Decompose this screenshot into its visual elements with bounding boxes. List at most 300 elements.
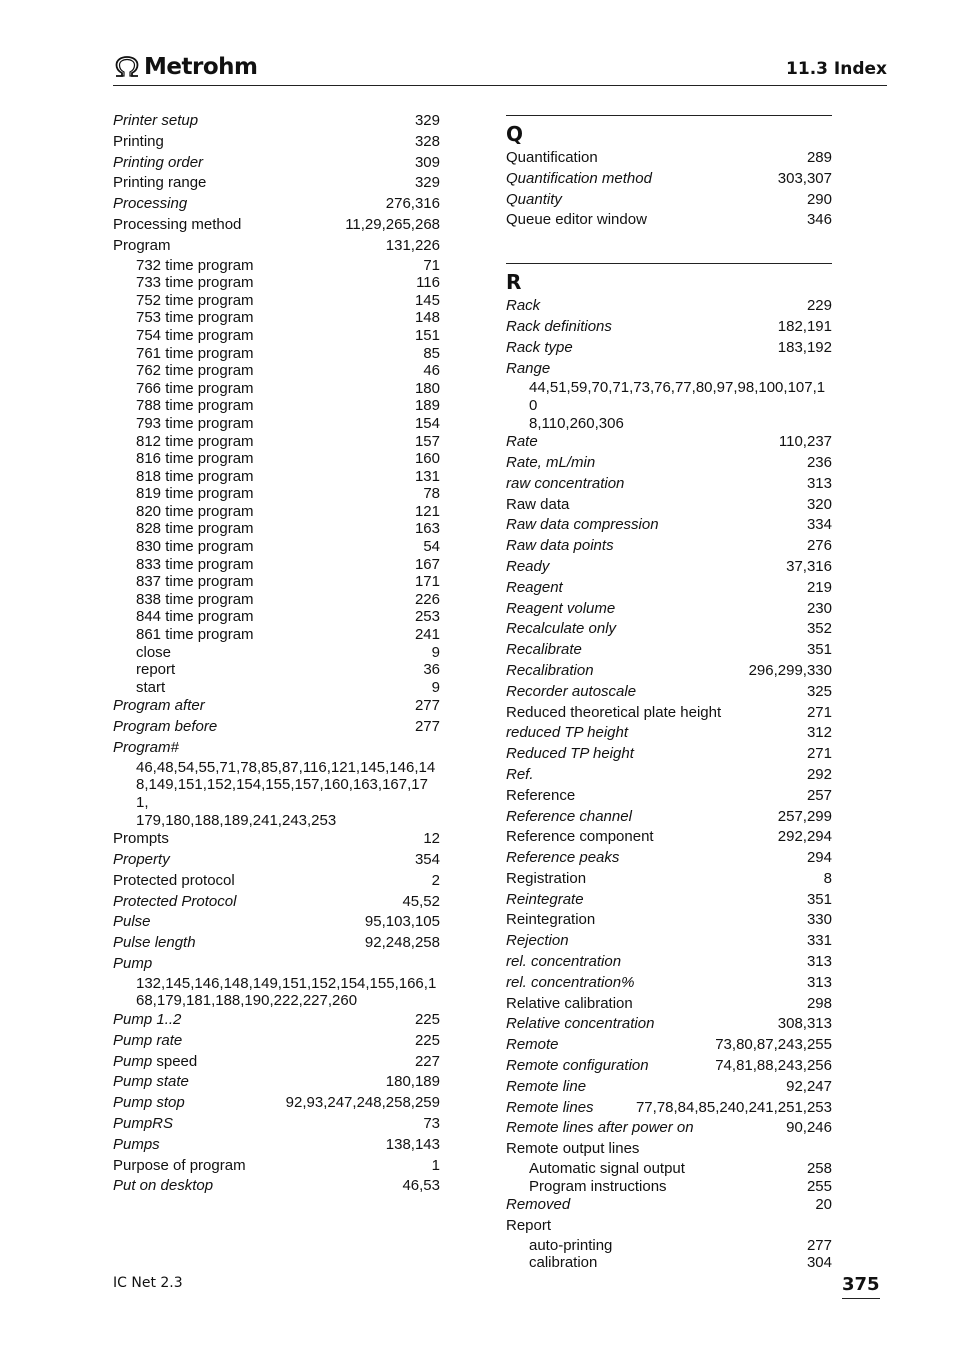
entry-pages: 290 bbox=[806, 190, 832, 208]
entry-term bbox=[506, 1216, 551, 1237]
entry-pages: 229 bbox=[806, 297, 832, 315]
entry-term bbox=[113, 1052, 197, 1073]
subentry-term: 732 time program bbox=[136, 256, 254, 274]
entry-term-text: Removed bbox=[506, 1196, 571, 1214]
index-entry bbox=[113, 1114, 440, 1135]
index-entry bbox=[113, 1031, 440, 1052]
entry-pages: 257,299 bbox=[777, 807, 832, 825]
entry-term-text: Program after bbox=[113, 697, 205, 715]
index-entry bbox=[506, 1118, 832, 1139]
index-subentry bbox=[113, 327, 440, 345]
entry-pages-continued: 8,149,151,152,154,155,157,160,163,167,171, bbox=[136, 776, 428, 811]
index-subentry bbox=[506, 1160, 832, 1178]
index-entry bbox=[506, 317, 832, 338]
entry-pages: 312 bbox=[806, 724, 832, 742]
entry-term bbox=[113, 1135, 160, 1156]
entry-term bbox=[506, 1077, 586, 1098]
index-entry bbox=[113, 912, 440, 933]
subentry-term: 820 time program bbox=[136, 502, 254, 520]
entry-term bbox=[113, 892, 236, 913]
index-entry bbox=[506, 474, 832, 495]
entry-term bbox=[506, 973, 634, 994]
entry-term-text: raw concentration bbox=[506, 474, 625, 492]
index-subentry bbox=[113, 573, 440, 591]
entry-term-text: Queue editor window bbox=[506, 211, 647, 229]
index-entry bbox=[506, 744, 832, 765]
page-header bbox=[113, 52, 887, 86]
index-entry bbox=[113, 933, 440, 954]
subentry-term: 833 time program bbox=[136, 555, 254, 573]
entry-pages: 313 bbox=[806, 474, 832, 492]
entry-term bbox=[113, 1176, 213, 1197]
entry-pages: 219 bbox=[806, 578, 832, 596]
index-entry bbox=[113, 829, 440, 850]
index-entry bbox=[506, 994, 832, 1015]
letter-entries bbox=[506, 148, 832, 231]
index-entry bbox=[113, 132, 440, 153]
subentry-term: 818 time program bbox=[136, 467, 254, 485]
entry-pages: 276,316 bbox=[385, 195, 440, 213]
entry-term bbox=[506, 744, 634, 765]
index-entry bbox=[506, 1035, 832, 1056]
entry-pages: 230 bbox=[806, 599, 832, 617]
entry-term bbox=[506, 296, 540, 317]
index-entry bbox=[506, 973, 832, 994]
entry-pages: 74,81,88,243,256 bbox=[715, 1057, 832, 1075]
index-subentry bbox=[113, 362, 440, 380]
subentry-term: 837 time program bbox=[136, 573, 254, 591]
index-entry bbox=[506, 536, 832, 557]
entry-pages: 294 bbox=[806, 849, 832, 867]
index-subentry bbox=[506, 1178, 832, 1196]
index-subentry bbox=[113, 644, 440, 662]
index-entry bbox=[506, 703, 832, 724]
entry-pages: 1 bbox=[431, 1156, 440, 1174]
entry-term-text: Relative calibration bbox=[506, 994, 633, 1012]
entry-term-text: Pumps bbox=[113, 1135, 160, 1153]
entry-term bbox=[506, 848, 619, 869]
entry-term-text: Printing order bbox=[113, 153, 204, 171]
index-subentry bbox=[113, 433, 440, 451]
subentry-pages: 36 bbox=[423, 661, 440, 679]
subentry-pages: 253 bbox=[414, 608, 440, 626]
entry-term-text: Pump 1..2 bbox=[113, 1010, 182, 1028]
index-entry bbox=[506, 453, 832, 474]
entry-pages-continued: 132,145,146,148,149,151,152,154,155,166,1 bbox=[136, 974, 437, 992]
entry-term-text: Remote bbox=[506, 1036, 559, 1054]
index-subentry bbox=[113, 679, 440, 697]
entry-term-text: Remote configuration bbox=[506, 1057, 649, 1075]
index-entry bbox=[113, 1010, 440, 1031]
subentry-term: 752 time program bbox=[136, 291, 254, 309]
index-subentry bbox=[113, 538, 440, 556]
page-number: 375 bbox=[842, 1274, 880, 1299]
entry-term bbox=[506, 807, 632, 828]
entry-pages: 298 bbox=[806, 994, 832, 1012]
index-subentry bbox=[113, 309, 440, 327]
entry-term-text: Reintegrate bbox=[506, 890, 584, 908]
entry-term-text: Prompts bbox=[113, 830, 169, 848]
index-entry bbox=[113, 871, 440, 892]
index-right-column bbox=[506, 115, 832, 1272]
entry-term bbox=[113, 111, 198, 132]
subentry-pages: 54 bbox=[423, 538, 440, 556]
entry-pages: 271 bbox=[806, 745, 832, 763]
entry-term bbox=[506, 1014, 654, 1035]
entry-term-text: rel. concentration bbox=[506, 953, 622, 971]
entry-term bbox=[113, 696, 205, 717]
entry-pages: 351 bbox=[806, 890, 832, 908]
entry-pages: 45,52 bbox=[402, 892, 440, 910]
entry-pages: 95,103,105 bbox=[364, 913, 440, 931]
entry-pages: 92,248,258 bbox=[364, 934, 440, 952]
entry-term-text: Remote output lines bbox=[506, 1140, 640, 1158]
entry-term bbox=[113, 236, 171, 257]
entry-term-text: Purpose of program bbox=[113, 1156, 246, 1174]
subentry-pages: 180 bbox=[414, 379, 440, 397]
index-subentry bbox=[113, 520, 440, 538]
index-entry bbox=[113, 717, 440, 738]
subentry-term: Program instructions bbox=[529, 1177, 667, 1195]
entry-term-text: Printing bbox=[113, 132, 164, 150]
entry-term-text: Program# bbox=[113, 739, 179, 757]
index-subentry bbox=[113, 274, 440, 292]
index-entry bbox=[506, 869, 832, 890]
index-subentry bbox=[506, 1254, 832, 1272]
entry-term bbox=[506, 169, 652, 190]
subentry-term: 761 time program bbox=[136, 344, 254, 362]
entry-term-text: Reference peaks bbox=[506, 849, 620, 867]
entry-term-text: Rejection bbox=[506, 932, 569, 950]
entry-term-text: Raw data compression bbox=[506, 516, 659, 534]
subentry-pages: 171 bbox=[414, 573, 440, 591]
entry-term bbox=[506, 210, 647, 231]
entry-term bbox=[506, 1139, 639, 1160]
entry-term bbox=[506, 890, 584, 911]
index-subentry bbox=[113, 397, 440, 415]
entry-term-text: Pulse bbox=[113, 913, 151, 931]
subentry-term: 788 time program bbox=[136, 397, 254, 415]
entry-pages-continued: 46,48,54,55,71,78,85,87,116,121,145,146,14 bbox=[136, 758, 436, 776]
index-entry bbox=[506, 765, 832, 786]
index-subentry bbox=[113, 556, 440, 574]
subentry-pages: 163 bbox=[414, 520, 440, 538]
entry-term-text: Rack bbox=[506, 297, 541, 315]
entry-term bbox=[113, 1156, 246, 1177]
index-left-column bbox=[113, 111, 440, 1197]
entry-pages: 90,246 bbox=[786, 1119, 832, 1137]
entry-pages: 354 bbox=[414, 850, 440, 868]
entry-term-text: reduced TP height bbox=[506, 724, 629, 742]
entry-term bbox=[506, 1098, 594, 1119]
entry-term bbox=[506, 952, 621, 973]
index-entry bbox=[506, 1056, 832, 1077]
entry-term-text: Reference channel bbox=[506, 807, 632, 825]
index-subentry bbox=[113, 415, 440, 433]
entry-pages: 320 bbox=[806, 495, 832, 513]
subentry-pages: 241 bbox=[414, 626, 440, 644]
entry-term-text: Pulse length bbox=[113, 934, 196, 952]
subentry-term: 766 time program bbox=[136, 379, 254, 397]
index-entry bbox=[113, 1052, 440, 1073]
letter-entries bbox=[506, 296, 832, 1272]
entry-pages: 225 bbox=[414, 1031, 440, 1049]
subentry-term: 816 time program bbox=[136, 450, 254, 468]
entry-term-text: Registration bbox=[506, 869, 587, 887]
index-entry bbox=[506, 640, 832, 661]
index-entry bbox=[506, 786, 832, 807]
entry-term-text: Recalibration bbox=[506, 661, 594, 679]
entry-term bbox=[113, 933, 196, 954]
entry-pages: 277 bbox=[414, 697, 440, 715]
index-entry bbox=[506, 338, 832, 359]
subentry-term: 830 time program bbox=[136, 538, 254, 556]
entry-term bbox=[506, 474, 624, 495]
subentry-pages: 157 bbox=[414, 432, 440, 450]
entry-term-text: Reagent bbox=[506, 578, 563, 596]
entry-term bbox=[113, 1010, 181, 1031]
subentry-pages: 154 bbox=[414, 414, 440, 432]
entry-term-text: Printer setup bbox=[113, 112, 199, 129]
entry-term bbox=[506, 703, 721, 724]
subentry-pages: 85 bbox=[423, 344, 440, 362]
entry-term-text: Reintegration bbox=[506, 911, 596, 929]
entry-pages: 46,53 bbox=[402, 1177, 440, 1195]
entry-term-text: Remote lines after power on bbox=[506, 1119, 694, 1137]
entry-term bbox=[506, 148, 598, 169]
entry-term-text: Recalibrate bbox=[506, 641, 582, 659]
index-entry bbox=[113, 954, 440, 975]
entry-term bbox=[506, 432, 538, 453]
entry-term-text: Protected protocol bbox=[113, 871, 235, 889]
index-entry bbox=[506, 890, 832, 911]
entry-term-text: Pump rate bbox=[113, 1031, 183, 1049]
index-entry bbox=[113, 1176, 440, 1197]
subentry-term: 861 time program bbox=[136, 626, 254, 644]
entry-term-text: Quantity bbox=[506, 190, 562, 208]
entry-term-text: Printing range bbox=[113, 174, 207, 192]
entry-term-text: Quantification bbox=[506, 149, 598, 166]
entry-term bbox=[506, 359, 550, 380]
index-entry bbox=[506, 619, 832, 640]
entry-term bbox=[113, 1031, 182, 1052]
subentry-pages: 148 bbox=[414, 309, 440, 327]
entry-pages: 313 bbox=[806, 973, 832, 991]
subentry-pages: 46 bbox=[423, 362, 440, 380]
subentry-pages: 255 bbox=[806, 1177, 832, 1195]
entry-term-tail: speed bbox=[152, 1052, 198, 1070]
omega-icon bbox=[113, 55, 141, 79]
index-subentry bbox=[113, 468, 440, 486]
entry-pages: 292,294 bbox=[777, 828, 832, 846]
entry-term bbox=[113, 912, 151, 933]
index-entry bbox=[506, 848, 832, 869]
entry-term bbox=[506, 1056, 649, 1077]
subentry-pages: 145 bbox=[414, 291, 440, 309]
entry-term-text: Remote line bbox=[506, 1077, 587, 1095]
index-subentry bbox=[113, 345, 440, 363]
index-entry bbox=[113, 236, 440, 257]
entry-pages: 110,237 bbox=[778, 433, 832, 451]
index-subentry bbox=[113, 503, 440, 521]
entry-term bbox=[506, 661, 594, 682]
entry-pages: 92,247 bbox=[786, 1077, 832, 1095]
index-subentry bbox=[113, 661, 440, 679]
entry-term bbox=[506, 338, 573, 359]
entry-term bbox=[506, 827, 654, 848]
index-entry bbox=[113, 153, 440, 174]
index-entry bbox=[506, 1139, 832, 1160]
entry-pages-continued: 44,51,59,70,71,73,76,77,80,97,98,100,107,10 bbox=[529, 379, 826, 414]
index-subentry bbox=[113, 257, 440, 275]
entry-term-text: Range bbox=[506, 359, 551, 377]
entry-term bbox=[506, 786, 575, 807]
letter-section-r bbox=[506, 263, 832, 1272]
entry-term-text: Reduced TP height bbox=[506, 745, 634, 763]
entry-term bbox=[113, 871, 235, 892]
index-entry bbox=[506, 210, 832, 231]
entry-term-text: Reduced theoretical plate height bbox=[506, 703, 722, 721]
entry-term-text: Remote lines bbox=[506, 1098, 594, 1116]
index-entry bbox=[506, 432, 832, 453]
entry-pages: 276 bbox=[806, 537, 832, 555]
entry-term-text: Recorder autoscale bbox=[506, 682, 637, 700]
subentry-pages: 277 bbox=[806, 1236, 832, 1254]
subentry-term: 844 time program bbox=[136, 608, 254, 626]
index-entry bbox=[506, 557, 832, 578]
entry-term bbox=[113, 850, 170, 871]
subentry-pages: 78 bbox=[423, 485, 440, 503]
entry-pages: 351 bbox=[806, 641, 832, 659]
index-entry bbox=[113, 850, 440, 871]
index-subentry bbox=[113, 380, 440, 398]
entry-term bbox=[506, 453, 595, 474]
entry-term-text: Ready bbox=[506, 557, 550, 575]
index-subentry bbox=[113, 450, 440, 468]
index-entry bbox=[506, 682, 832, 703]
index-entry bbox=[113, 738, 440, 759]
subentry-term: Automatic signal output bbox=[529, 1160, 685, 1178]
entry-pages: 227 bbox=[414, 1052, 440, 1070]
entry-pages: 352 bbox=[806, 620, 832, 638]
entry-pages: 331 bbox=[806, 932, 832, 950]
entry-pages: 271 bbox=[806, 703, 832, 721]
entry-term bbox=[506, 515, 659, 536]
entry-pages: 73 bbox=[423, 1114, 440, 1132]
subentry-pages: 121 bbox=[414, 502, 440, 520]
entry-pages: 346 bbox=[806, 211, 832, 229]
entry-pages: 334 bbox=[806, 516, 832, 534]
entry-term bbox=[113, 717, 217, 738]
entry-term bbox=[113, 132, 164, 153]
index-entry bbox=[506, 190, 832, 211]
entry-term bbox=[506, 910, 595, 931]
subentry-term: start bbox=[136, 678, 166, 696]
footer-product: IC Net 2.3 bbox=[113, 1275, 183, 1291]
subentry-term: 812 time program bbox=[136, 432, 254, 450]
subentry-term: 733 time program bbox=[136, 274, 254, 292]
entry-term-text: Ref. bbox=[506, 765, 534, 783]
entry-pages-continued: 179,180,188,189,241,243,253 bbox=[136, 811, 337, 829]
entry-term-text: Raw data bbox=[506, 495, 570, 513]
index-entry bbox=[113, 1156, 440, 1177]
entry-pages: 277 bbox=[414, 718, 440, 736]
index-entry bbox=[113, 215, 440, 236]
entry-pages: 92,93,247,248,258,259 bbox=[285, 1094, 440, 1112]
entry-term-text: rel. concentration% bbox=[506, 973, 635, 991]
entry-pages: 138,143 bbox=[385, 1135, 440, 1153]
index-entry bbox=[113, 1072, 440, 1093]
index-entry bbox=[506, 296, 832, 317]
index-subentry bbox=[113, 591, 440, 609]
entry-term bbox=[506, 495, 569, 516]
entry-term bbox=[113, 153, 203, 174]
entry-pages: 313 bbox=[806, 953, 832, 971]
brand-name: Metrohm bbox=[144, 54, 258, 80]
index-entry bbox=[506, 1014, 832, 1035]
entry-term bbox=[506, 190, 562, 211]
entry-term bbox=[113, 1093, 185, 1114]
entry-term bbox=[506, 765, 534, 786]
index-entry bbox=[506, 931, 832, 952]
entry-pages: 257 bbox=[806, 786, 832, 804]
index-entry bbox=[113, 696, 440, 717]
index-entry bbox=[506, 723, 832, 744]
index-entry bbox=[506, 1098, 832, 1119]
entry-pages: 292 bbox=[806, 765, 832, 783]
entry-term-text: Protected Protocol bbox=[113, 892, 237, 910]
subentry-pages: 160 bbox=[414, 450, 440, 468]
entry-term bbox=[506, 1195, 570, 1216]
subentry-pages: 151 bbox=[414, 326, 440, 344]
subentry-term: close bbox=[136, 643, 172, 661]
entry-pages: 325 bbox=[806, 682, 832, 700]
entry-term-text: Rack definitions bbox=[506, 317, 612, 335]
subentry-term: 828 time program bbox=[136, 520, 254, 538]
index-subentry bbox=[113, 608, 440, 626]
entry-term bbox=[506, 640, 582, 661]
entry-pages: 183,192 bbox=[777, 338, 832, 356]
metrohm-logo bbox=[113, 54, 257, 80]
entry-term-text: Processing bbox=[113, 195, 188, 213]
entry-term-text: Property bbox=[113, 850, 170, 868]
entry-pages: 309 bbox=[414, 153, 440, 171]
entry-term bbox=[113, 954, 152, 975]
entry-pages: 303,307 bbox=[777, 169, 832, 187]
entry-term bbox=[506, 682, 636, 703]
index-subentry bbox=[506, 1237, 832, 1255]
entry-term bbox=[506, 557, 549, 578]
letter-heading: R bbox=[506, 270, 522, 295]
subentry-pages: 189 bbox=[414, 397, 440, 415]
entry-term-text: Program bbox=[113, 236, 171, 254]
index-entry bbox=[506, 952, 832, 973]
entry-term bbox=[113, 829, 169, 850]
entry-term-text: Reagent volume bbox=[506, 599, 616, 617]
subentry-pages: 258 bbox=[806, 1160, 832, 1178]
entry-pages: 236 bbox=[806, 453, 832, 471]
entry-term-text: Quantification method bbox=[506, 169, 652, 187]
entry-term bbox=[506, 619, 616, 640]
entry-term-text: Program before bbox=[113, 718, 218, 736]
entry-pages: 308,313 bbox=[777, 1015, 832, 1033]
entry-term bbox=[506, 1118, 694, 1139]
entry-term bbox=[113, 1114, 173, 1135]
entry-pages: 330 bbox=[806, 911, 832, 929]
index-entry bbox=[506, 515, 832, 536]
entry-pages: 11,29,265,268 bbox=[345, 215, 440, 233]
subentry-pages: 167 bbox=[414, 555, 440, 573]
